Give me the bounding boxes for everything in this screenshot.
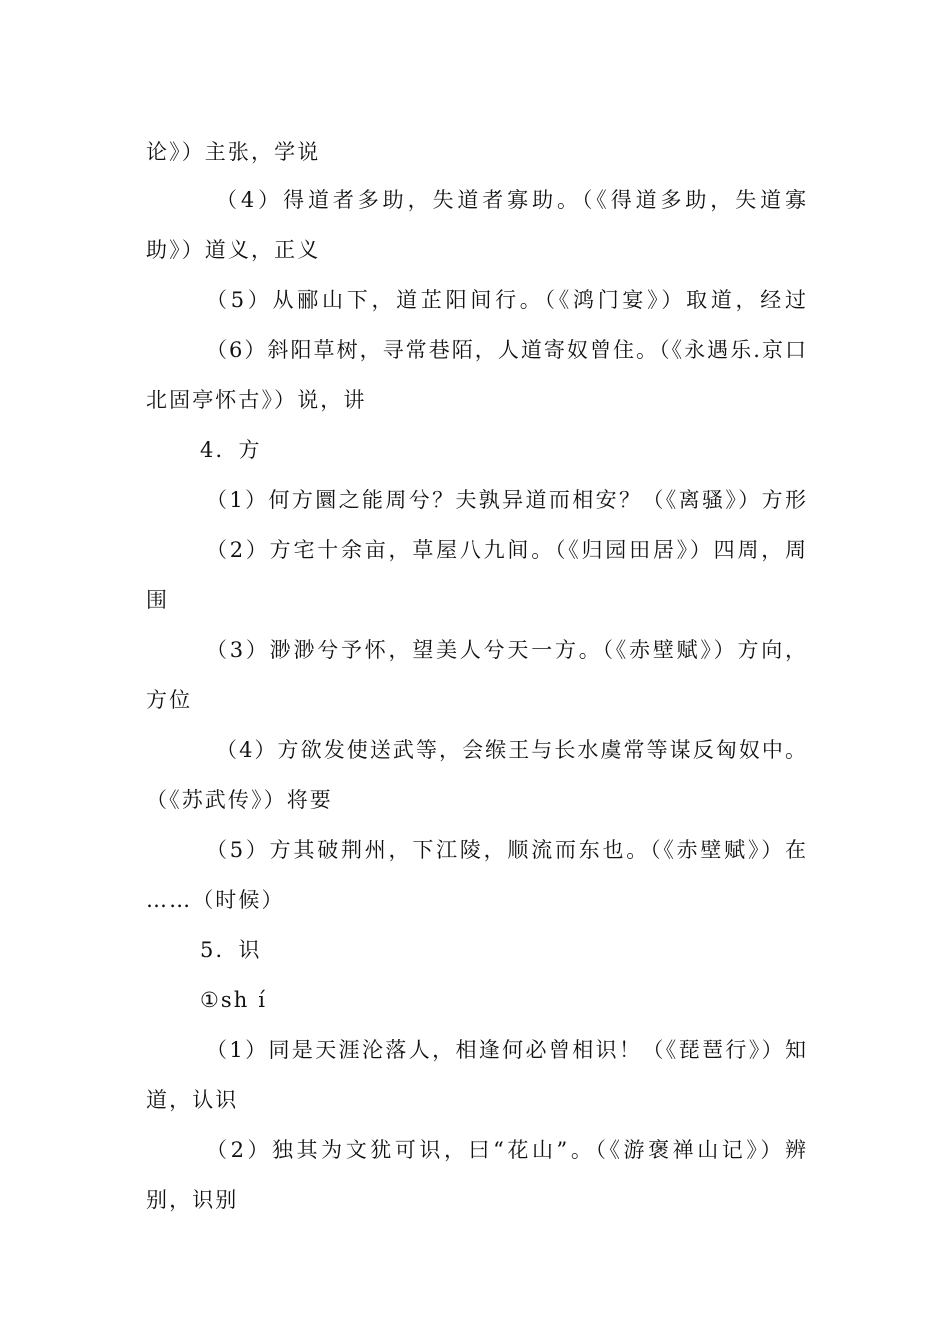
text-line: 围: [146, 588, 170, 612]
text-line: 方位: [146, 688, 193, 712]
section-heading: 4．方: [200, 438, 262, 462]
text-line: ……（时候）: [146, 888, 285, 912]
text-line: （4）得道者多助，失道者寡助。（《得道多助，失道寡: [216, 188, 806, 212]
text-line: （6）斜阳草树，寻常巷陌，人道寄奴曾住。（《永遇乐.京口: [206, 338, 806, 362]
text-line: （1）何方圜之能周兮？夫孰异道而相安？（《离骚》）方形: [206, 488, 806, 512]
text-line: （5）从郦山下，道芷阳间行。（《鸿门宴》）取道，经过: [206, 288, 806, 312]
text-line: （5）方其破荆州，下江陵，顺流而东也。（《赤壁赋》）在: [206, 838, 806, 862]
text-line: （3）渺渺兮予怀，望美人兮天一方。（《赤壁赋》）方向，: [206, 638, 806, 662]
text-line: （1）同是天涯沦落人，相逢何必曾相识！（《琵琶行》）知: [206, 1038, 806, 1062]
section-heading: 5．识: [200, 938, 262, 962]
text-line: 助》）道义，正义: [146, 238, 321, 262]
text-line: （2）方宅十余亩，草屋八九间。（《归园田居》）四周，周: [206, 538, 806, 562]
text-line: 论》）主张，学说: [146, 140, 321, 164]
text-line: （2）独其为文犹可识，曰“花山”。（《游褒禅山记》）辨: [206, 1138, 806, 1162]
text-line: 北固亭怀古》）说，讲: [146, 388, 367, 412]
text-line: （4）方欲发使送武等，会缑王与长水虞常等谋反匈奴中。: [216, 738, 806, 762]
text-line: 别，识别: [146, 1188, 239, 1212]
text-line: 道，认识: [146, 1088, 239, 1112]
pronunciation-line: ①sh í: [200, 988, 268, 1012]
text-line: （《苏武传》）将要: [146, 788, 333, 812]
